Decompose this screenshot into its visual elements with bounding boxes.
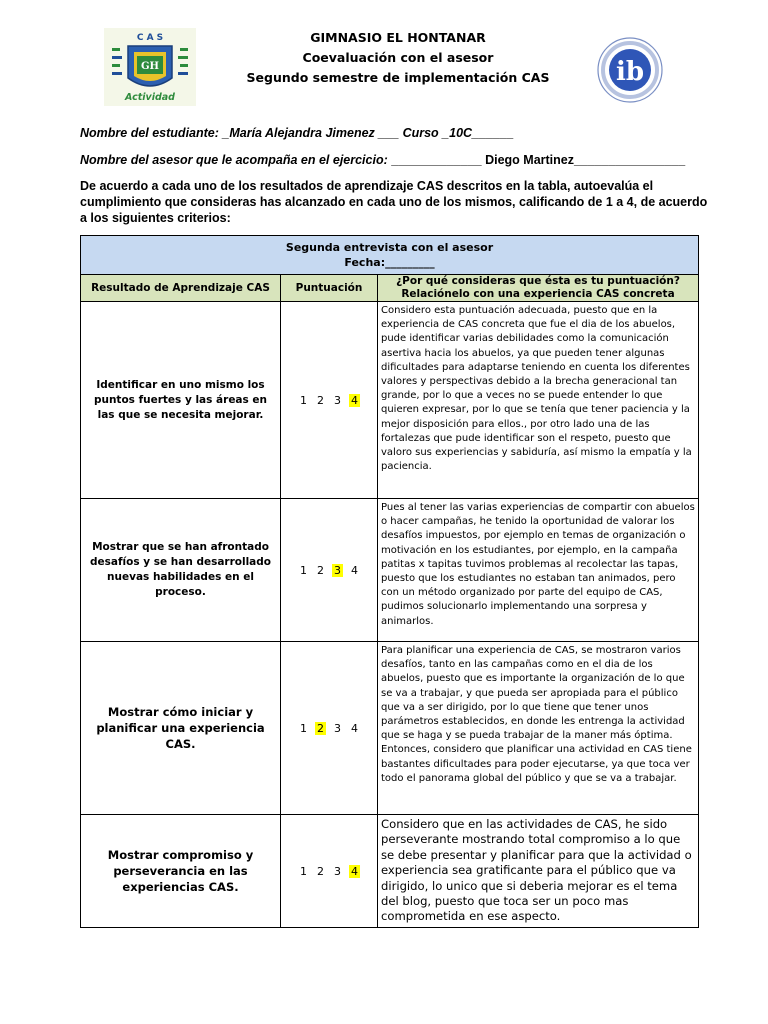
semester-title: Segundo semestre de implementación CAS [246, 70, 550, 85]
course-label: Curso [402, 126, 439, 140]
score-option-1[interactable]: 1 [300, 393, 307, 407]
outcome-cell: Mostrar que se han afrontado desafíos y se han desarrollado nuevas habilidades en el proceso. [81, 499, 281, 642]
table-title-cell [81, 236, 699, 275]
document-subtitle: Coevaluación con el asesor [302, 50, 494, 65]
outcome-cell: Mostrar cómo iniciar y planificar una experiencia CAS. [81, 642, 281, 815]
table-date: Fecha:_________ [344, 256, 435, 269]
score-option-1[interactable]: 1 [300, 864, 307, 878]
table-row [81, 642, 699, 815]
header-outcome: Resultado de Aprendizaje CAS [81, 275, 281, 302]
reason-cell[interactable]: Considero que en las actividades de CAS, he sido perseverante mostrando total compromiso a lo que se debe presentar y planificar para que la actividad o experiencia sea gratificante para el público que va dirigido, lo unico que si deberia mejorar es el tema del blog, puesto que toca ser un poco mas comprometida en ese aspecto. [378, 815, 699, 928]
cas-logo-mid-text: GH [141, 61, 159, 72]
cas-logo [104, 28, 196, 106]
cas-logo-bottom-text: Actividad [125, 92, 175, 103]
score-option-4[interactable]: 4 [351, 721, 358, 735]
header-reason: ¿Por qué consideras que ésta es tu puntuación? Relaciónelo con una experiencia CAS concreta [378, 275, 699, 302]
score-cell [281, 642, 378, 815]
evaluation-table [80, 235, 699, 928]
header-score: Puntuación [281, 275, 378, 302]
score-option-2[interactable]: 2 [317, 563, 324, 577]
reason-cell[interactable]: Para planificar una experiencia de CAS, se mostraron varios desafíos, tanto en las campañas como en el dia de los abuelos, puesto que es importante la organización de lo que se va a trabajar, y que pueda ser apropiada para el público que va a ser dirigido, por lo que tiene que tener unos parámetros establecidos, en donde les entrenga la actividad que se haga y se pueda trabajar de la maner más óptima. Entonces, considero que planificar una actividad en CAS tiene bastantes dificultades para poder ejecutarse, ya que toca ver todo el panorama global del público y que se va a trabajar. [378, 642, 699, 815]
score-option-1[interactable]: 1 [300, 563, 307, 577]
table-row [81, 815, 699, 928]
score-cell [281, 499, 378, 642]
school-name: GIMNASIO EL HONTANAR [310, 30, 486, 45]
ib-logo [596, 36, 664, 104]
score-option-3[interactable]: 3 [334, 864, 341, 878]
score-option-2-selected[interactable]: 2 [317, 721, 324, 735]
reason-cell[interactable]: Considero esta puntuación adecuada, puesto que en la experiencia de CAS concreta que fue el dia de los abuelos, pude identificar varias debilidades como la comunicación asertiva hacia los abuelos, ya que pueden tener algunas dificultades para adaptarse teniendo en cuenta los diferentes valores y perspectivas debido a la brecha generacional tan grande, por lo que a veces no se puede entender lo que quieren expresar, por lo que se tenía que tener paciencia y la mejor disposición para ellos., por otro lado una de las fortalezas que pude identificar son el respeto, puesto que valoro sus experiencias y sabiduría, así mismo la empatía y la paciencia. [378, 302, 699, 499]
table-row [81, 302, 699, 499]
score-option-4-selected[interactable]: 4 [351, 393, 358, 407]
student-name-line [80, 126, 514, 140]
table-title: Segunda entrevista con el asesor [285, 241, 494, 254]
advisor-name-label: Nombre del asesor que le acompaña en el ejercicio: [80, 153, 388, 167]
ib-logo-text: ib [615, 57, 645, 87]
advisor-name-line [80, 153, 685, 167]
score-option-2[interactable]: 2 [317, 864, 324, 878]
score-option-1[interactable]: 1 [300, 721, 307, 735]
cas-logo-top-text: C A S [136, 33, 164, 43]
table-row [81, 499, 699, 642]
instructions-paragraph: De acuerdo a cada uno de los resultados de aprendizaje CAS descritos en la tabla, autoevalúa el cumplimiento que consideras has alcanzado en cada uno de los mismos, calificando de 1 a 4, de acuerdo a los siguientes criterios: [80, 179, 708, 225]
outcome-cell: Identificar en uno mismo los puntos fuertes y las áreas en las que se necesita mejorar. [81, 302, 281, 499]
table-header-row [81, 275, 699, 302]
student-name-value[interactable]: _María Alejandra Jimenez ___ [218, 126, 403, 140]
reason-cell[interactable]: Pues al tener las varias experiencias de compartir con abuelos o hacer campañas, he tenido la oportunidad de valorar los desafíos impuestos, por ejemplo en temas de organización o motivación en los estudiantes, por ejemplo, en la campaña patitas x tapitas tuvimos problemas al recolectar las tapas, puesto que los estudiantes no estaban tan animados, pero con un método organizado por parte del equipo de CAS, pudimos solucionarlo implementando una sorpresa y animarlos. [378, 499, 699, 642]
score-option-4[interactable]: 4 [351, 563, 358, 577]
outcome-cell: Mostrar compromiso y perseverancia en las experiencias CAS. [81, 815, 281, 928]
advisor-name-value[interactable]: _____________ Diego Martinez________________ [387, 153, 686, 167]
table-title-row [81, 236, 699, 275]
score-cell [281, 815, 378, 928]
score-option-3[interactable]: 3 [334, 721, 341, 735]
score-option-4-selected[interactable]: 4 [351, 864, 358, 878]
score-option-3-selected[interactable]: 3 [334, 563, 341, 577]
score-option-2[interactable]: 2 [317, 393, 324, 407]
course-value[interactable]: _10C______ [438, 126, 514, 140]
score-option-3[interactable]: 3 [334, 393, 341, 407]
student-name-label: Nombre del estudiante: [80, 126, 219, 140]
score-cell [281, 302, 378, 499]
document-header [200, 28, 596, 88]
